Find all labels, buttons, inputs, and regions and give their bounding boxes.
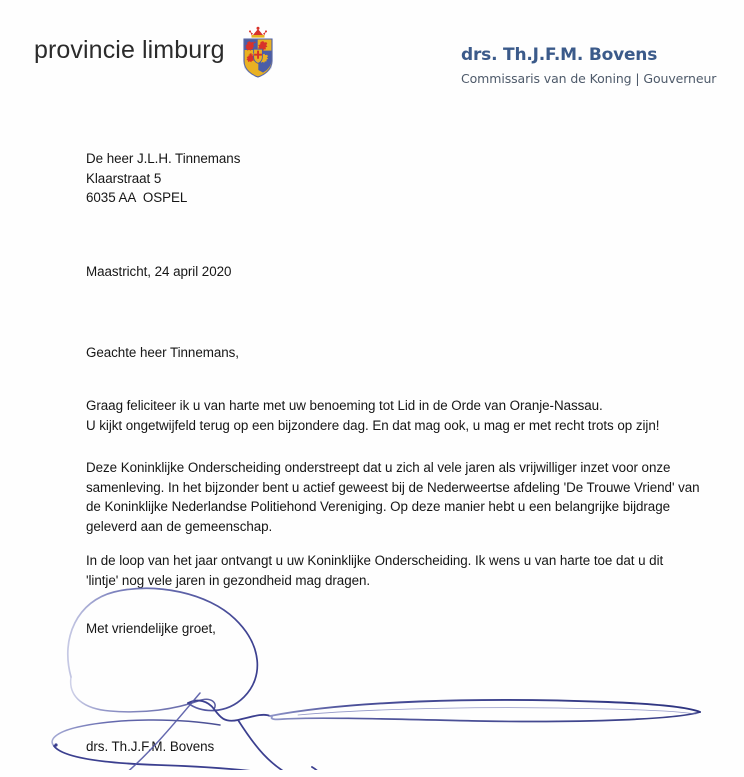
official-block — [461, 46, 731, 86]
limburg-coat-of-arms-icon — [239, 25, 277, 79]
recipient-line-3: 6035 AA OSPEL — [86, 190, 188, 206]
letterhead — [0, 0, 744, 110]
paragraph-1 — [86, 396, 706, 435]
provincie-limburg-logo — [34, 38, 277, 79]
valediction: Met vriendelijke groet, — [86, 621, 216, 636]
paragraph-3: In de loop van het jaar ontvangt u uw Koninklijke Onderscheiding. Ik wens u van harte toe dat u dit 'lintje' nog vele jaren in gezondheid mag dragen. — [86, 553, 664, 588]
recipient-line-1: De heer J.L.H. Tinnemans — [86, 151, 241, 166]
paragraph-2: Deze Koninklijke Onderscheiding onderstreept dat u zich al vele jaren als vrijwilliger inzet voor onze samenleving. In het bijzonder bent u actief geweest bij de Nederweertse afdeling 'De Trouwe Vriend' van de Koninklijke Nederlandse Politiehond Vereniging. Op deze manier hebt u een belangrijke bijdrage geleverd aan de gemeenschap. — [86, 460, 700, 534]
official-role: Commissaris van de Koning | Gouverneur — [461, 70, 717, 86]
svg-text:u: u — [247, 51, 250, 57]
recipient-line-2: Klaarstraat 5 — [86, 170, 162, 186]
official-name: drs. Th.J.F.M. Bovens — [461, 45, 658, 65]
signer-name: drs. Th.J.F.M. Bovens — [86, 739, 215, 754]
paragraph-1-line-1: Graag feliciteer ik u van harte met uw benoeming tot Lid in de Orde van Oranje-Nassau. — [86, 398, 603, 413]
salutation: Geachte heer Tinnemans, — [86, 345, 239, 360]
paragraph-1-line-2: U kijkt ongetwijfeld terug op een bijzondere dag. En dat mag ook, u mag er met recht trots op zijn! — [86, 417, 660, 433]
brand-wordmark: provincie limburg — [34, 36, 225, 64]
svg-text:u: u — [251, 51, 254, 57]
dateline: Maastricht, 24 april 2020 — [86, 264, 232, 279]
recipient-address-block — [86, 149, 240, 208]
